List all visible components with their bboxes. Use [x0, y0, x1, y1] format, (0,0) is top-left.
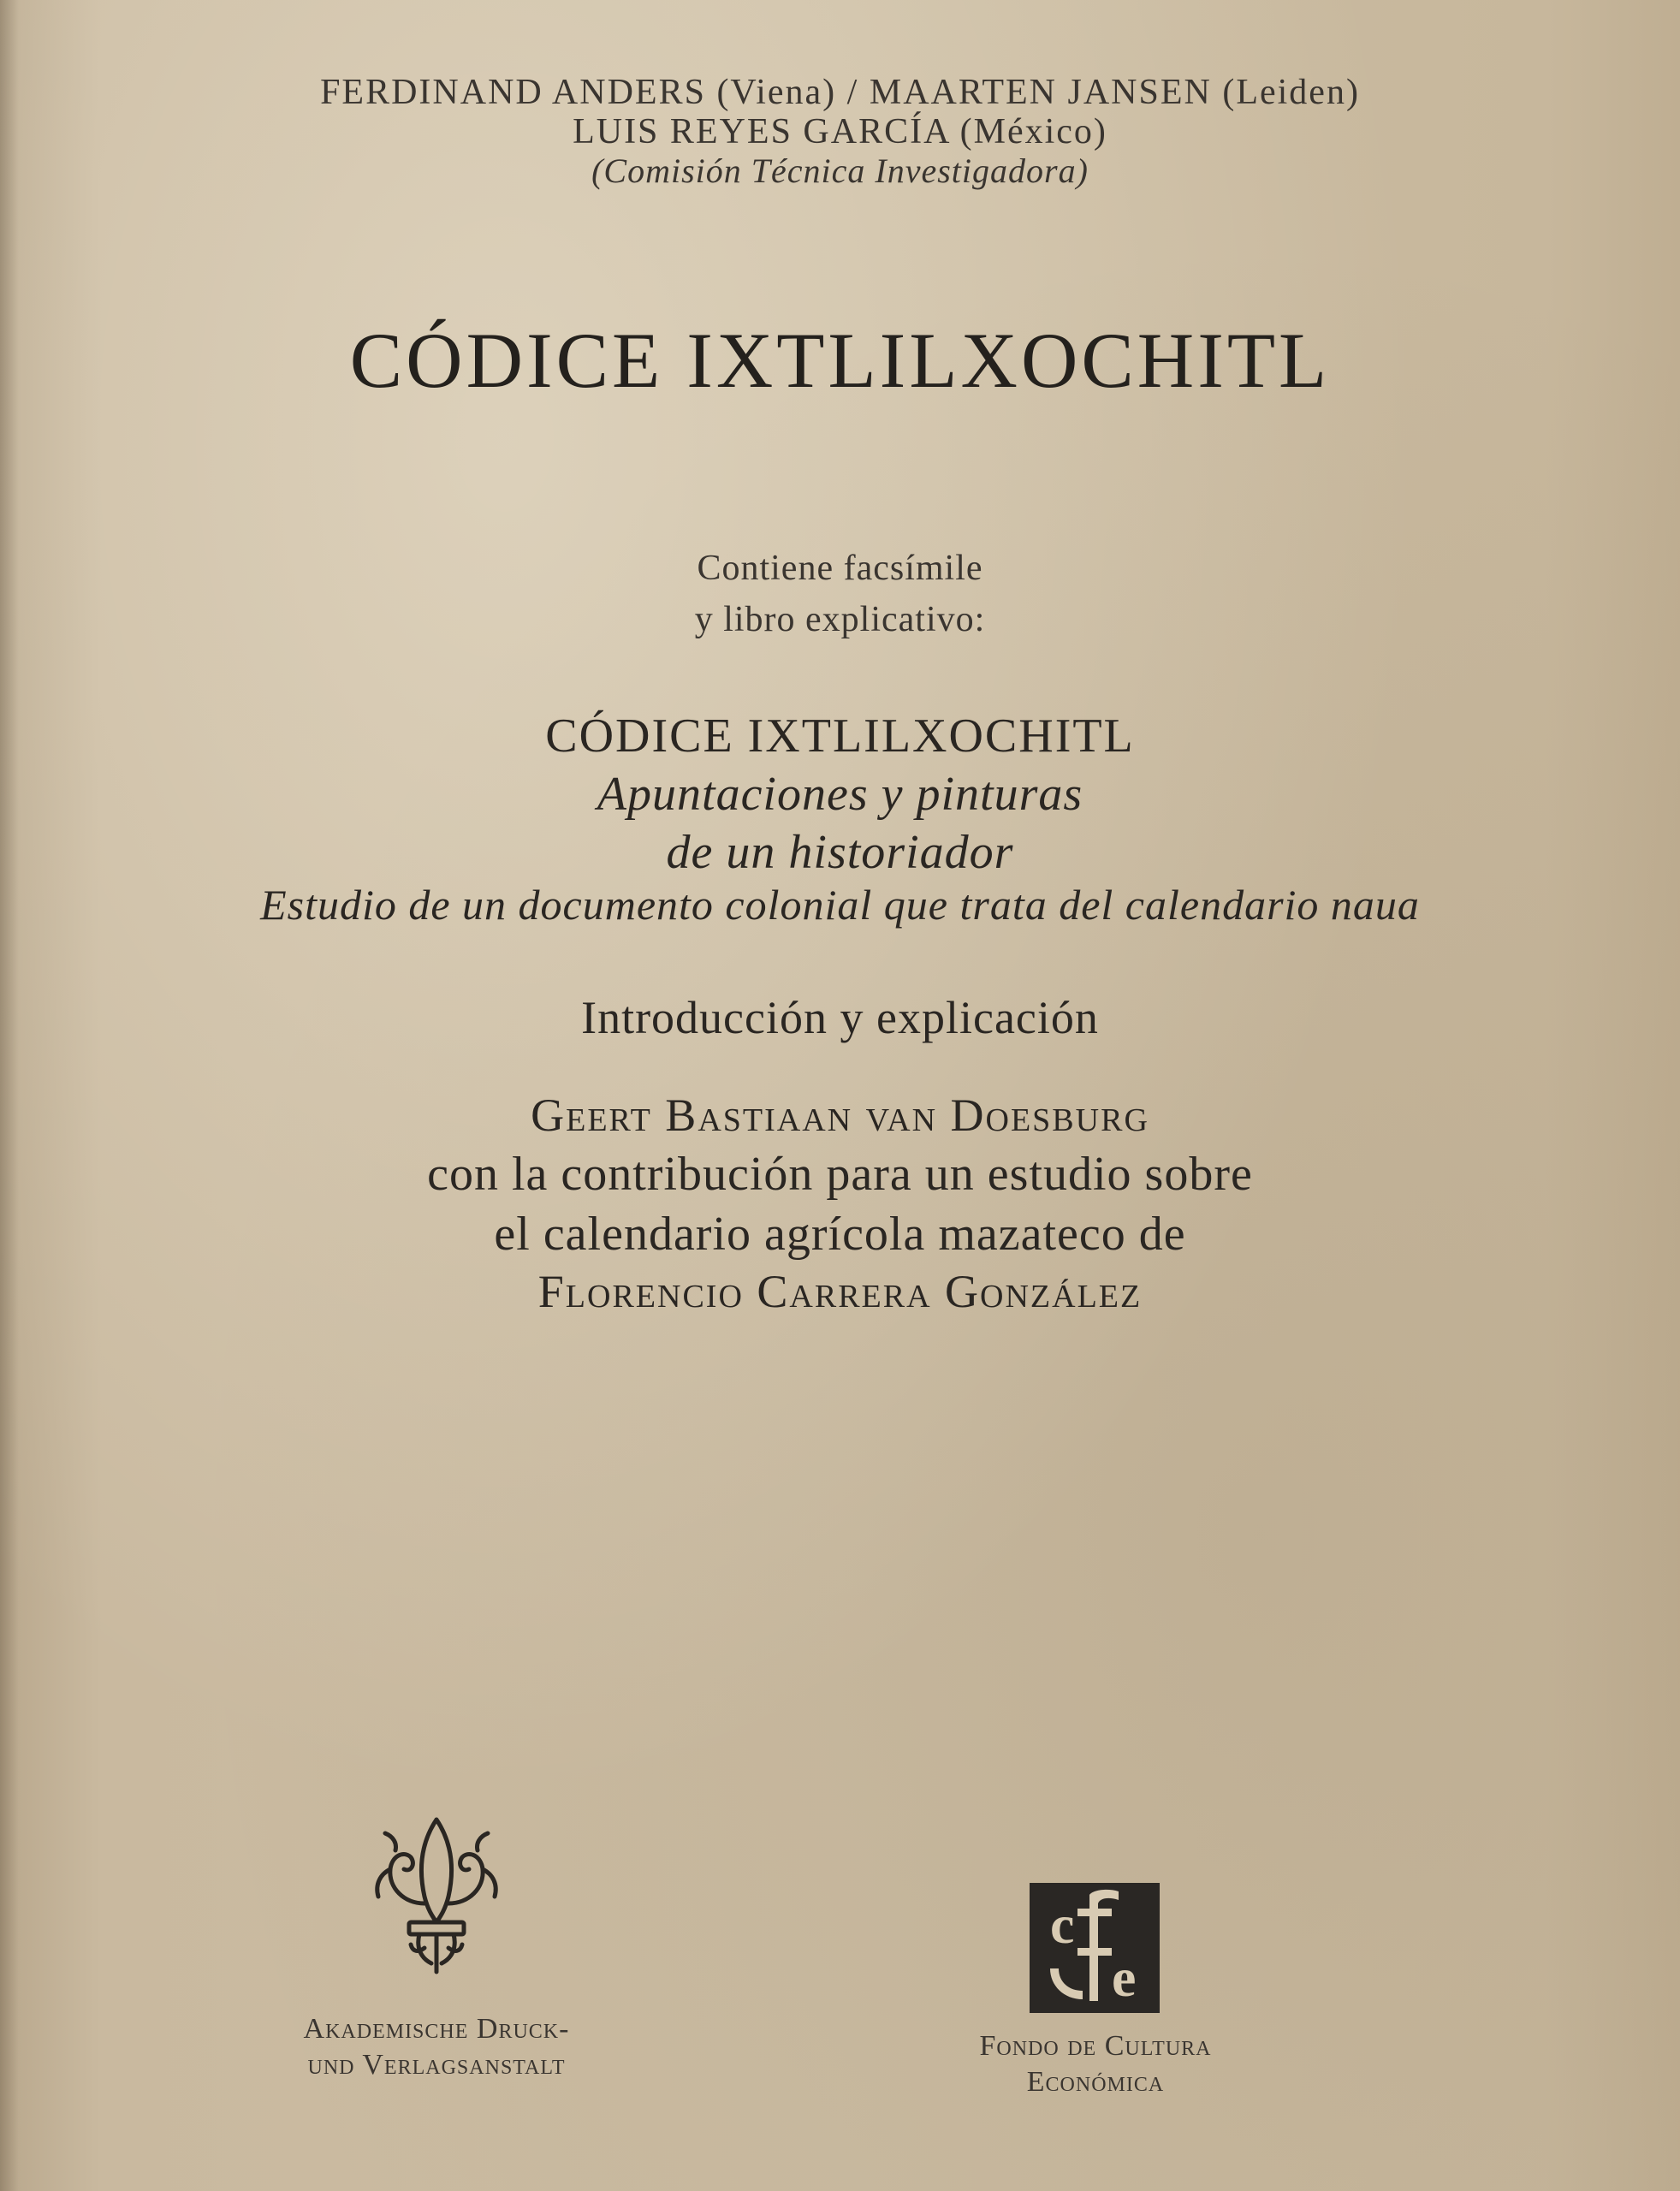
fce-logo-icon: [1030, 1883, 1160, 2013]
commission-line: (Comisión Técnica Investigadora): [591, 151, 1089, 190]
contents-line-2: y libro explicativo:: [694, 600, 986, 639]
author-name: LUIS REYES GARCÍA: [573, 112, 950, 151]
author-name: FERDINAND ANDERS: [320, 73, 706, 112]
author-place: (Leiden): [1222, 73, 1360, 112]
fleur-de-lis-icon: [368, 1814, 505, 1977]
authors-line-1: [0, 72, 1680, 113]
book-subtitle-3: Estudio de un documento colonial que trata del calendario naua: [260, 881, 1420, 929]
contributor-name: Florencio Carrera González: [537, 1266, 1143, 1317]
author-name: MAARTEN JANSEN: [869, 73, 1212, 112]
book-subtitle-1: Apuntaciones y pinturas: [597, 768, 1083, 821]
introduction-line: Introducción y explicación: [581, 992, 1099, 1043]
contents-line-1: Contiene facsímile: [697, 549, 983, 588]
author-place: (México): [959, 112, 1107, 151]
book-title: CÓDICE IXTLILXOCHITL: [545, 710, 1135, 763]
contribution-line-1: con la contribución para un estudio sobre: [427, 1148, 1253, 1201]
svg-text:c: c: [1050, 1894, 1075, 1955]
publisher-left-line-1: Akademische Druck-: [303, 2013, 570, 2045]
svg-text:e: e: [1112, 1947, 1137, 2008]
author-place: (Viena): [716, 73, 837, 112]
publisher-left-line-2: und Verlagsanstalt: [307, 2049, 566, 2081]
main-title: CÓDICE IXTLILXOCHITL: [349, 317, 1331, 404]
author-separator: /: [846, 73, 859, 112]
publisher-right-line-1: Fondo de Cultura: [979, 2030, 1212, 2062]
publisher-right-line-2: Económica: [1026, 2066, 1165, 2098]
contribution-line-2: el calendario agrícola mazateco de: [494, 1208, 1186, 1261]
book-subtitle-2: de un historiador: [666, 826, 1014, 879]
authors-line-2: [0, 111, 1680, 152]
book-author: Geert Bastiaan van Doesburg: [531, 1090, 1149, 1141]
